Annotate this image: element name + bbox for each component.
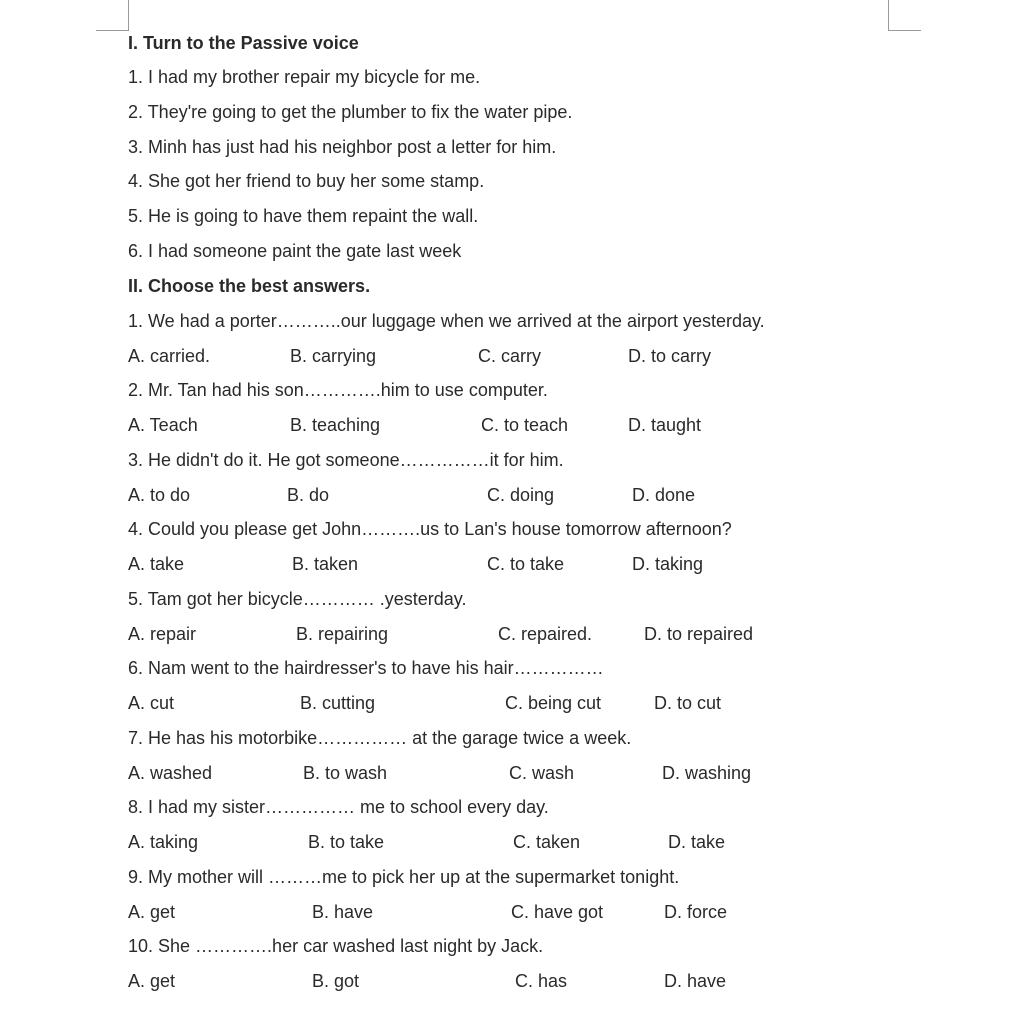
answer-option: C. doing bbox=[487, 485, 555, 505]
answer-option: C. being cut bbox=[505, 693, 602, 713]
answer-option: B. got bbox=[312, 971, 360, 991]
question-text: 1. We had a porter………..our luggage when we arrived at the airport yesterday. bbox=[128, 311, 765, 331]
answer-option: C. to teach bbox=[481, 415, 569, 435]
answer-option: A. take bbox=[128, 554, 185, 574]
answer-option: B. do bbox=[287, 485, 330, 505]
answer-option: D. take bbox=[668, 832, 726, 852]
question-text: 2. Mr. Tan had his son………….him to use computer. bbox=[128, 380, 548, 400]
exercise-item: 2. They're going to get the plumber to fix the water pipe. bbox=[128, 102, 573, 122]
answer-option: A. get bbox=[128, 902, 176, 922]
answer-option: D. to cut bbox=[654, 693, 722, 713]
answer-option: B. cutting bbox=[300, 693, 376, 713]
answer-option: B. teaching bbox=[290, 415, 381, 435]
section-2-heading: II. Choose the best answers. bbox=[128, 276, 371, 296]
answer-option: A. taking bbox=[128, 832, 199, 852]
answer-option: C. to take bbox=[487, 554, 565, 574]
exercise-item: 5. He is going to have them repaint the wall. bbox=[128, 206, 479, 226]
answer-option: D. taught bbox=[628, 415, 702, 435]
answer-option: B. to wash bbox=[303, 763, 388, 783]
answer-option: B. to take bbox=[308, 832, 385, 852]
answer-option: A. to do bbox=[128, 485, 191, 505]
answer-option: A. carried. bbox=[128, 346, 211, 366]
question-text: 8. I had my sister…………… me to school every day. bbox=[128, 797, 549, 817]
page-corner-mark-right bbox=[888, 30, 921, 31]
answer-option: D. taking bbox=[632, 554, 704, 574]
answer-option: C. taken bbox=[513, 832, 581, 852]
answer-option: A. washed bbox=[128, 763, 213, 783]
question-text: 9. My mother will ………me to pick her up at the supermarket tonight. bbox=[128, 867, 680, 887]
question-text: 4. Could you please get John……….us to Lan's house tomorrow afternoon? bbox=[128, 519, 732, 539]
answer-option: A. Teach bbox=[128, 415, 198, 435]
page-corner-mark-left bbox=[128, 0, 129, 30]
answer-option: C. repaired. bbox=[498, 624, 593, 644]
answer-option: A. cut bbox=[128, 693, 175, 713]
answer-option: B. carrying bbox=[290, 346, 377, 366]
answer-option: C. has bbox=[515, 971, 568, 991]
answer-option: D. washing bbox=[662, 763, 752, 783]
question-text: 5. Tam got her bicycle………… .yesterday. bbox=[128, 589, 467, 609]
exercise-item: 1. I had my brother repair my bicycle for me. bbox=[128, 67, 481, 87]
page-corner-mark-left bbox=[96, 30, 129, 31]
answer-option: D. have bbox=[664, 971, 727, 991]
answer-option: B. have bbox=[312, 902, 374, 922]
question-text: 7. He has his motorbike…………… at the garage twice a week. bbox=[128, 728, 632, 748]
exercise-item: 4. She got her friend to buy her some stamp. bbox=[128, 171, 485, 191]
page-corner-mark-right bbox=[888, 0, 889, 30]
answer-option: A. repair bbox=[128, 624, 197, 644]
answer-option: B. repairing bbox=[296, 624, 389, 644]
answer-option: D. done bbox=[632, 485, 696, 505]
answer-option: C. wash bbox=[509, 763, 575, 783]
answer-option: A. get bbox=[128, 971, 176, 991]
answer-option: B. taken bbox=[292, 554, 359, 574]
section-1-heading: I. Turn to the Passive voice bbox=[128, 33, 359, 53]
question-text: 3. He didn't do it. He got someone……………it for him. bbox=[128, 450, 564, 470]
question-text: 6. Nam went to the hairdresser's to have his hair…………… bbox=[128, 658, 604, 678]
answer-option: D. to repaired bbox=[644, 624, 754, 644]
answer-option: C. have got bbox=[511, 902, 604, 922]
exercise-item: 3. Minh has just had his neighbor post a letter for him. bbox=[128, 137, 557, 157]
answer-option: D. force bbox=[664, 902, 728, 922]
question-text: 10. She ………….her car washed last night by Jack. bbox=[128, 936, 544, 956]
exercise-item: 6. I had someone paint the gate last week bbox=[128, 241, 462, 261]
answer-option: D. to carry bbox=[628, 346, 712, 366]
answer-option: C. carry bbox=[478, 346, 541, 366]
